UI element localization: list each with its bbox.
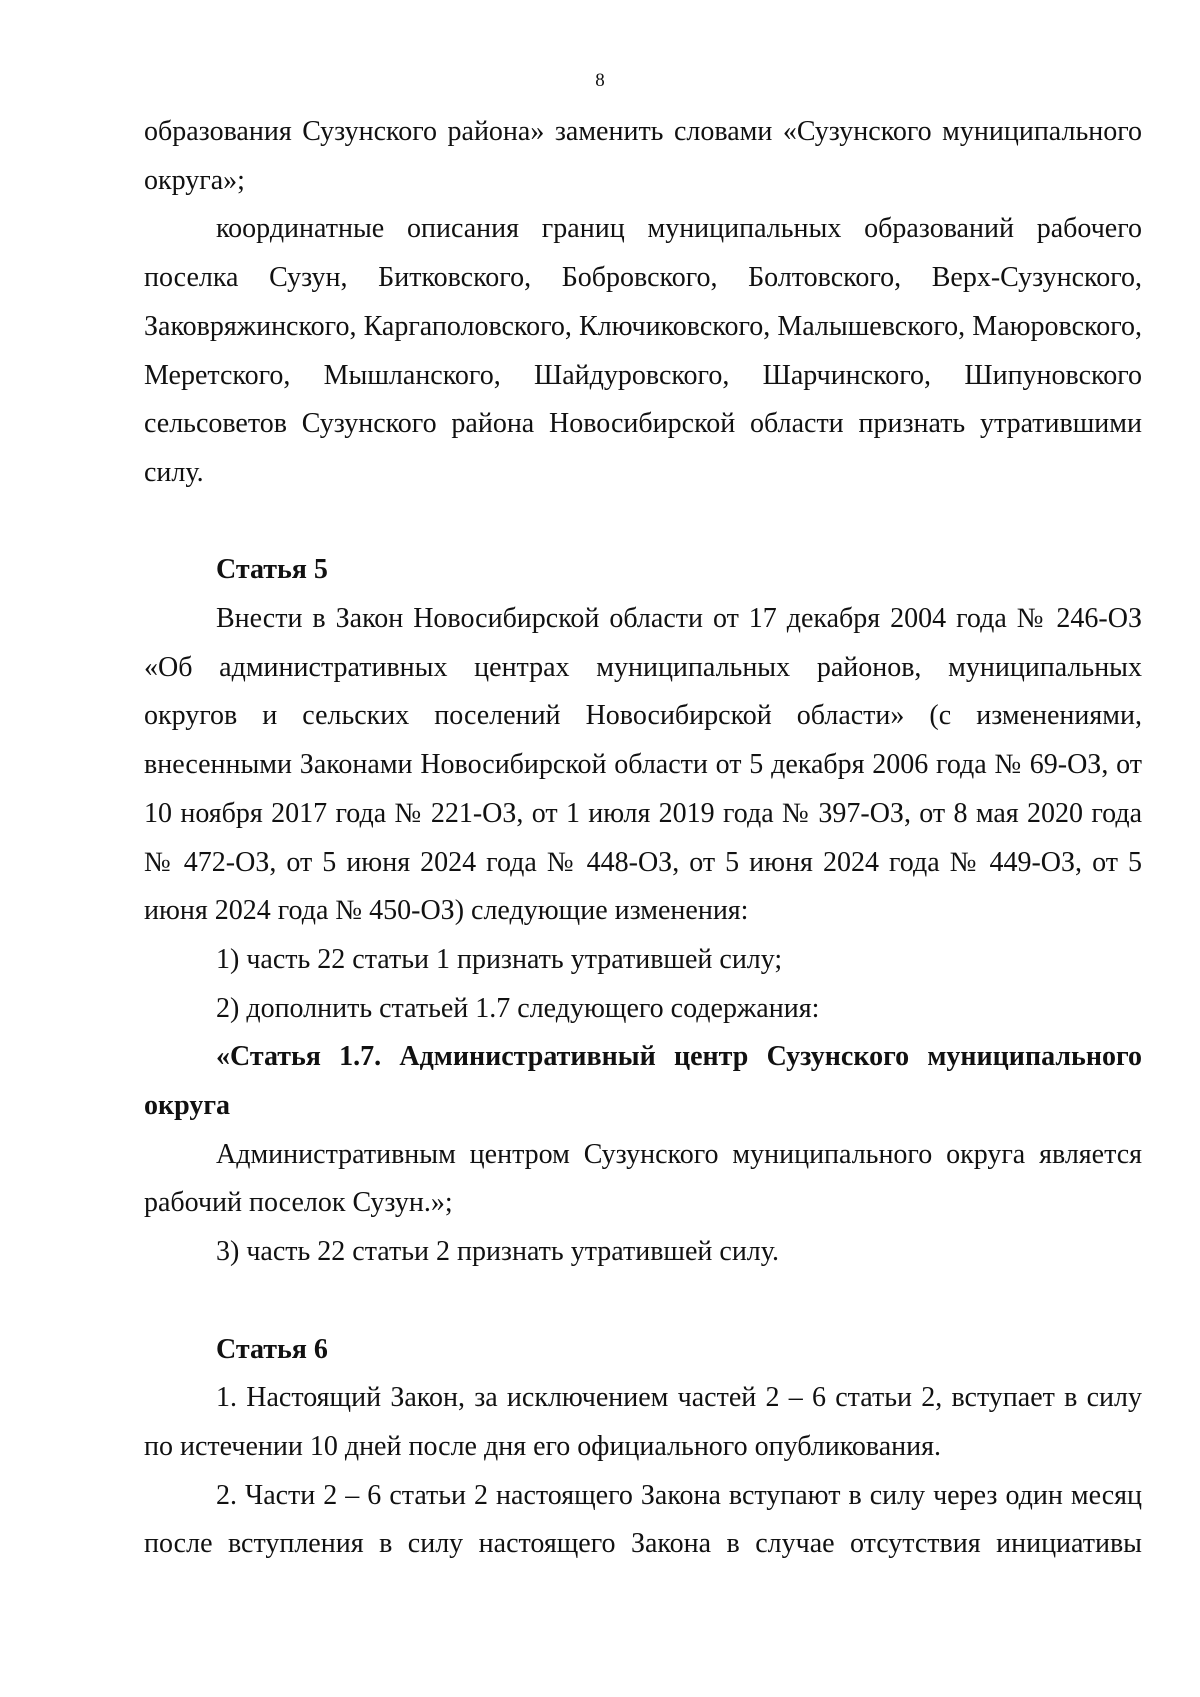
article-6-heading: Статья 6 — [216, 1333, 328, 1365]
new-article-1-7-title: «Статья 1.7. Административный центр Сузунского муниципального округа — [144, 1041, 1142, 1122]
article-5-intro: Внести в Закон Новосибирской области от 17 декабря 2004 года № 246-ОЗ «Об административных центрах муниципальных районов, муниципальных округов и сельских поселений Новосибирской области» (с изменениями, внесенными Законами Новосибирской области от 5 декабря 2006 года № 69-ОЗ, от 10 ноября 2017 года № 221-ОЗ, от 1 июля 2019 года № 397-ОЗ, от 8 мая 2020 года № 472-ОЗ, от 5 июня 2024 года № 448-ОЗ, от 5 июня 2024 года № 449-ОЗ, от 5 июня 2024 года № 450-ОЗ) следующие изменения: — [144, 603, 1142, 927]
spacer — [144, 1277, 1142, 1326]
article-5-heading: Статья 5 — [216, 554, 328, 586]
article-5-item-3: 3) часть 22 статьи 2 признать утратившей силу. — [216, 1236, 779, 1268]
article-5-item-1: 1) часть 22 статьи 1 признать утратившей силу; — [216, 943, 783, 975]
article-6-part-1: 1. Настоящий Закон, за исключением частей 2 – 6 статьи 2, вступает в силу по истечении 10 дней после дня его официального опубликования. — [144, 1382, 1142, 1462]
page-number: 8 — [595, 70, 605, 91]
new-article-1-7-text: Административным центром Сузунского муниципального округа является рабочий поселок Сузун.»; — [144, 1138, 1142, 1219]
document-body — [144, 108, 1142, 1569]
article-5-item-2: 2) дополнить статьей 1.7 следующего содержания: — [216, 992, 820, 1024]
article-6-part-2: 2. Части 2 – 6 статьи 2 настоящего Закона вступают в силу через один месяц после вступления в силу настоящего Закона в случае отсутствия инициативы — [144, 1479, 1142, 1560]
coordinates-paragraph: координатные описания границ муниципальных образований рабочего поселка Сузун, Битковского, Бобровского, Болтовского, Верх-Сузунского, Заковряжинского, Каргаполовского, Ключиковского, Малышевского, Маюровского, Меретского, Мышланского, Шайдуровского, Шарчинского, Шипуновского сельсоветов Сузунского района Новосибирской области признать утратившими силу. — [144, 213, 1142, 488]
continuation-paragraph: образования Сузунского района» заменить словами «Сузунского муниципального округа»; — [144, 116, 1142, 196]
spacer — [144, 498, 1142, 547]
